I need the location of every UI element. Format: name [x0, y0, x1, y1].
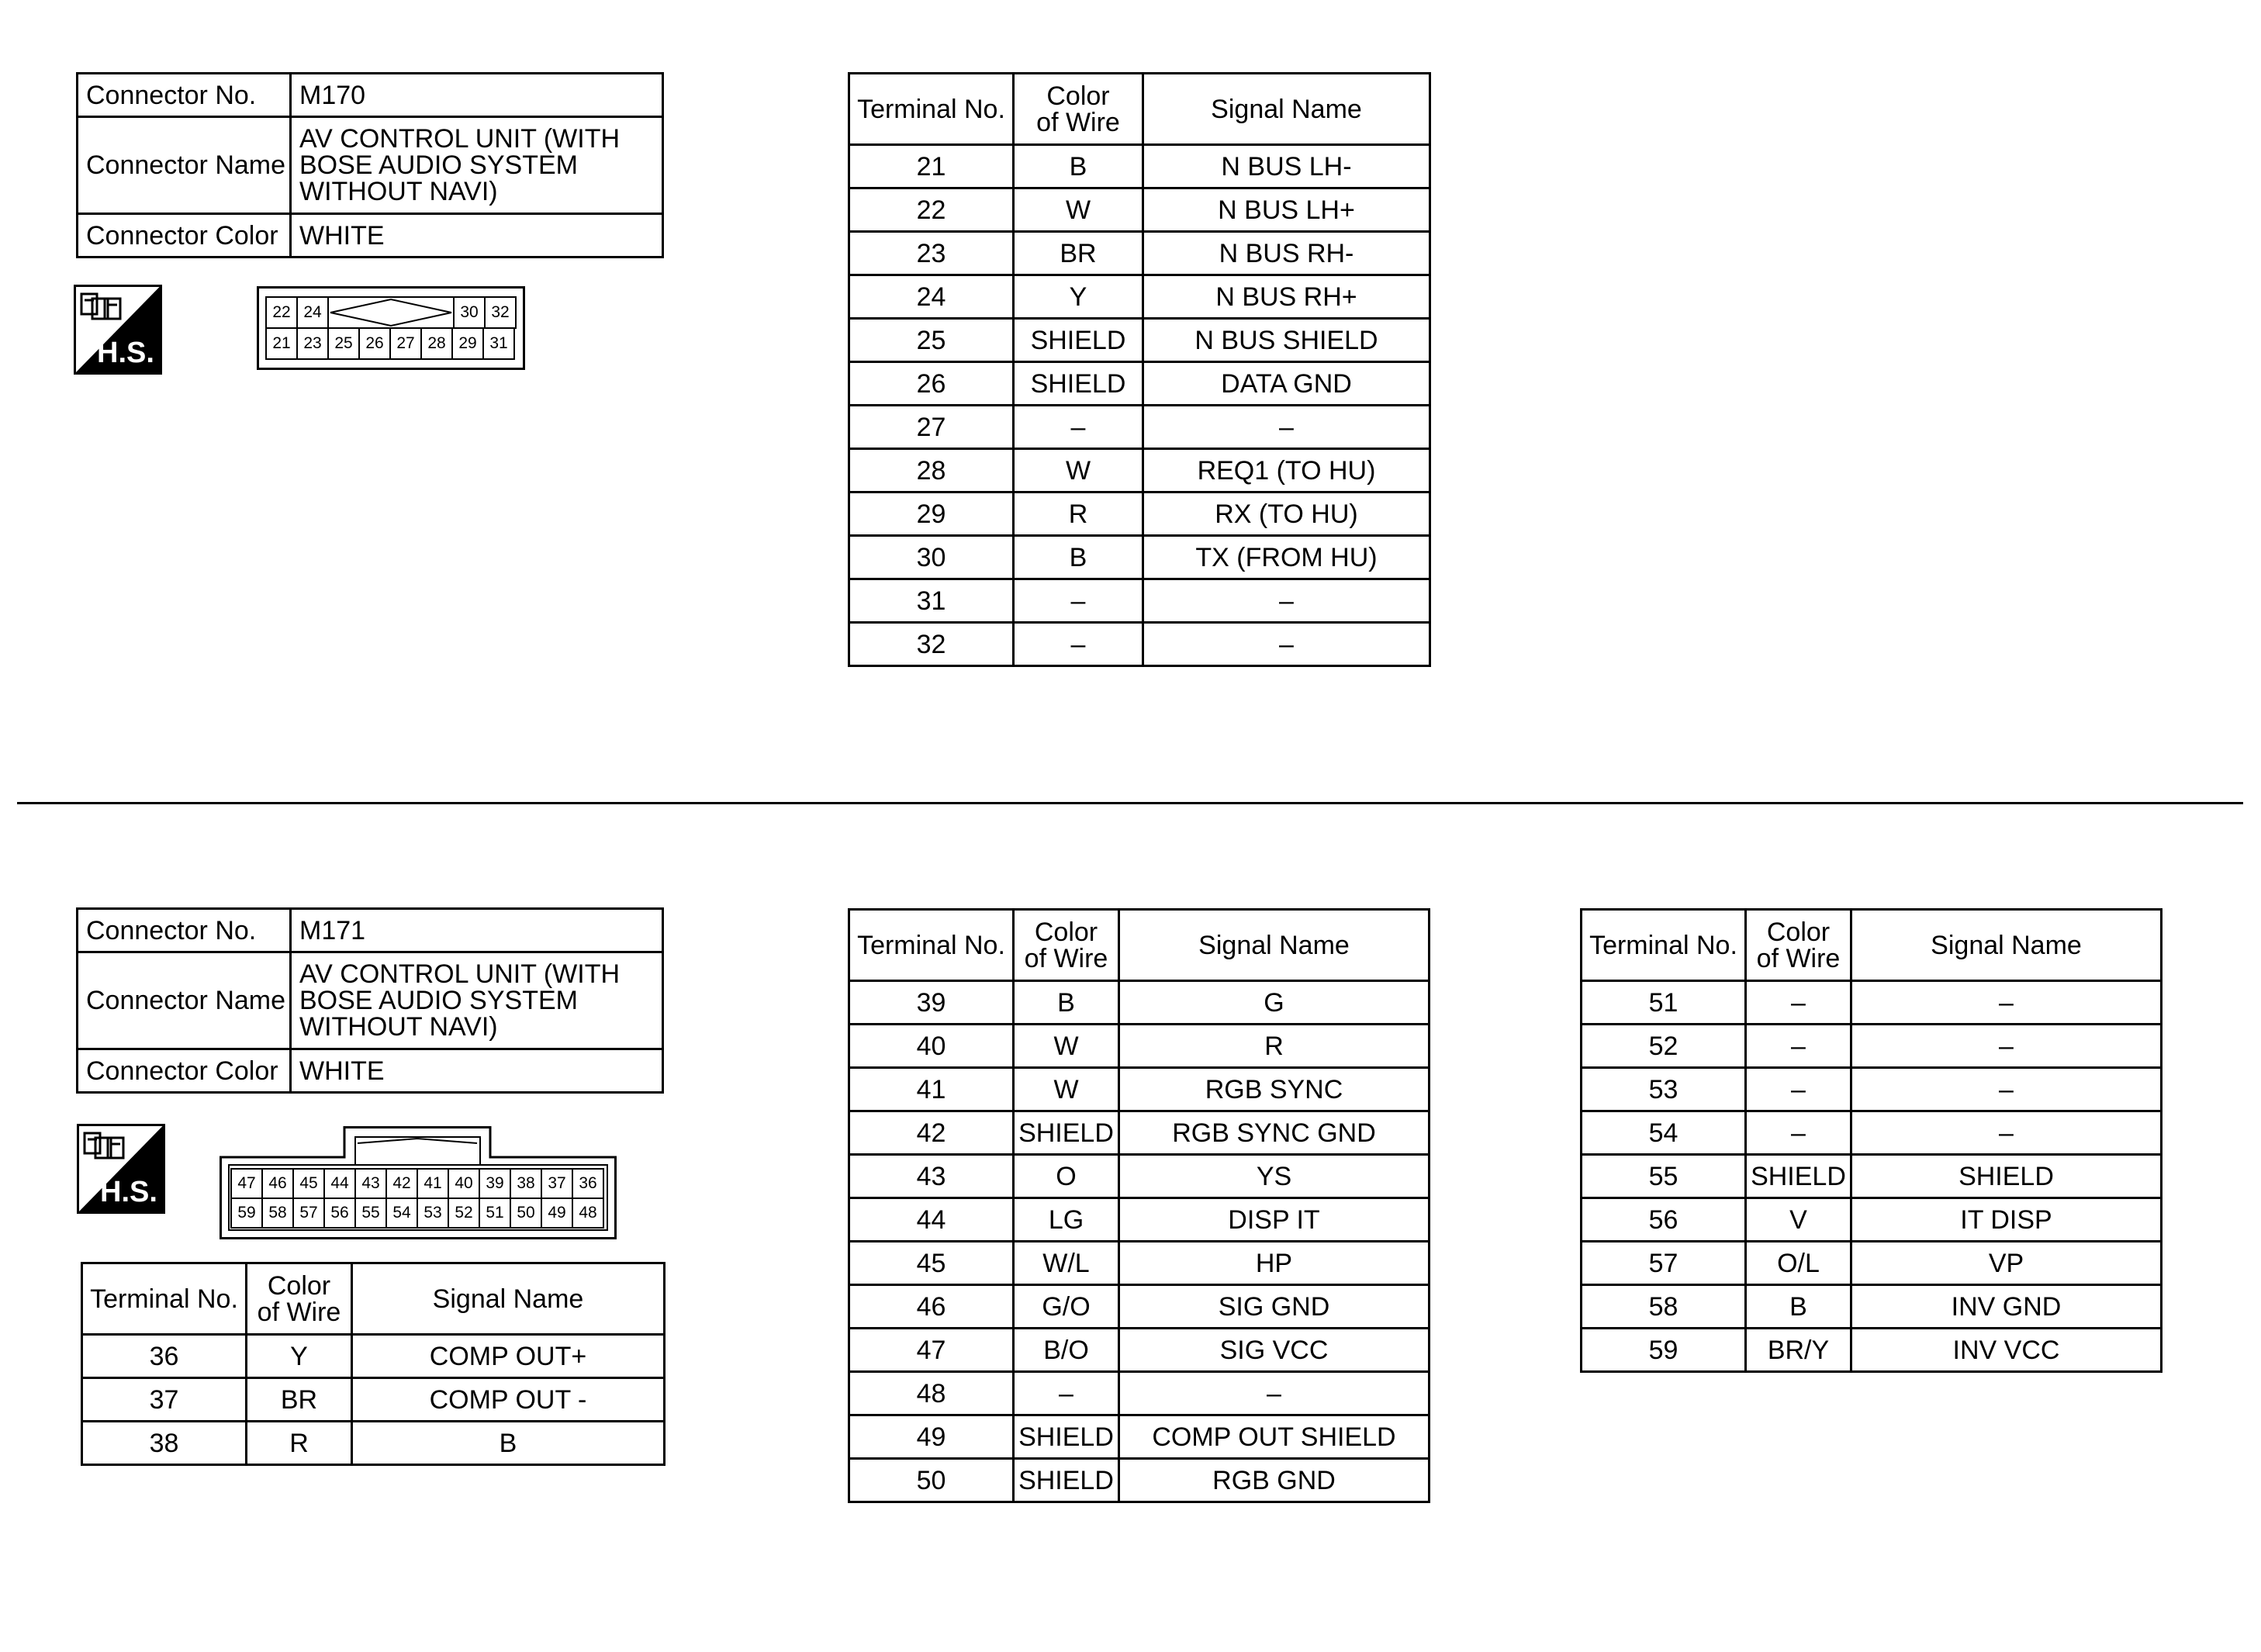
terminal-row: [849, 1155, 1430, 1198]
wire-color-cell: W/L: [1014, 1242, 1119, 1285]
terminal-row: [849, 188, 1430, 232]
pin-cell: 31: [482, 327, 515, 360]
signal-name-cell: REQ1 (TO HU): [1143, 449, 1430, 492]
m171-connector-info-table: [76, 907, 664, 1094]
terminal-row: [1582, 1198, 2162, 1242]
terminal-no-cell: 27: [849, 406, 1014, 449]
m171-terminal-table-b: [848, 908, 1430, 1503]
pin-cell: 38: [510, 1168, 542, 1199]
signal-name-cell: COMP OUT -: [352, 1378, 665, 1422]
terminal-row: [849, 362, 1430, 406]
terminal-row: [849, 319, 1430, 362]
pin-cell: 40: [448, 1168, 480, 1199]
pin-cell: 41: [417, 1168, 449, 1199]
signal-name-cell: B: [352, 1422, 665, 1465]
pin-cell: 58: [261, 1198, 294, 1229]
wire-color-cell: W: [1014, 1025, 1119, 1068]
terminal-no-cell: 48: [849, 1372, 1014, 1415]
pin-cell: 22: [265, 296, 298, 329]
pin-cell: 36: [572, 1168, 604, 1199]
terminal-row: [1582, 1025, 2162, 1068]
terminal-no-cell: 56: [1582, 1198, 1746, 1242]
color-of-wire-header: Color of Wire: [1014, 910, 1119, 981]
terminal-row: [849, 449, 1430, 492]
terminal-no-cell: 37: [82, 1378, 247, 1422]
m170-connector-face: [257, 286, 525, 370]
wire-color-cell: LG: [1014, 1198, 1119, 1242]
terminal-no-cell: 30: [849, 536, 1014, 579]
connector-no-value: M170: [291, 74, 663, 117]
pin-cell: 44: [323, 1168, 356, 1199]
terminal-no-cell: 43: [849, 1155, 1014, 1198]
terminal-no-cell: 44: [849, 1198, 1014, 1242]
signal-name-header: Signal Name: [1119, 910, 1430, 981]
wire-color-cell: –: [1746, 1025, 1851, 1068]
terminal-no-cell: 47: [849, 1329, 1014, 1372]
wire-color-cell: SHIELD: [1014, 319, 1143, 362]
terminal-row: [849, 536, 1430, 579]
signal-name-cell: –: [1851, 1111, 2162, 1155]
signal-name-cell: N BUS SHIELD: [1143, 319, 1430, 362]
terminal-row: [1582, 1242, 2162, 1285]
terminal-no-cell: 24: [849, 275, 1014, 319]
pin-cell: 56: [323, 1198, 356, 1229]
wire-color-cell: –: [1014, 1372, 1119, 1415]
terminal-no-header: Terminal No.: [849, 910, 1014, 981]
wire-color-cell: Y: [1014, 275, 1143, 319]
wire-color-cell: SHIELD: [1014, 1111, 1119, 1155]
wire-color-cell: B: [1014, 536, 1143, 579]
terminal-no-cell: 21: [849, 145, 1014, 188]
m170-connector-info-table: [76, 72, 664, 258]
terminal-no-cell: 49: [849, 1415, 1014, 1459]
terminal-no-cell: 28: [849, 449, 1014, 492]
pin-cell: 25: [327, 327, 360, 360]
pin-cell: 57: [292, 1198, 325, 1229]
wire-color-cell: Y: [247, 1335, 352, 1378]
connector-name-line: WITHOUT NAVI): [299, 177, 498, 206]
pin-cell: 29: [451, 327, 484, 360]
pin-cell: 42: [385, 1168, 418, 1199]
pin-cell: 59: [230, 1198, 263, 1229]
signal-name-cell: RX (TO HU): [1143, 492, 1430, 536]
signal-name-cell: SHIELD: [1851, 1155, 2162, 1198]
wire-color-cell: BR: [247, 1378, 352, 1422]
signal-name-cell: –: [1143, 406, 1430, 449]
wire-color-cell: O/L: [1746, 1242, 1851, 1285]
wire-color-cell: SHIELD: [1746, 1155, 1851, 1198]
terminal-row: [849, 1025, 1430, 1068]
terminal-no-cell: 50: [849, 1459, 1014, 1502]
signal-name-cell: TX (FROM HU): [1143, 536, 1430, 579]
connector-name-label: Connector Name: [78, 117, 291, 214]
terminal-row: [849, 1372, 1430, 1415]
terminal-row: [849, 1329, 1430, 1372]
signal-name-cell: RGB SYNC: [1119, 1068, 1430, 1111]
terminal-no-cell: 36: [82, 1335, 247, 1378]
terminal-no-cell: 55: [1582, 1155, 1746, 1198]
connector-name-line: AV CONTROL UNIT (WITH: [299, 124, 621, 154]
pin-cell: 47: [230, 1168, 263, 1199]
pin-cell: 27: [389, 327, 422, 360]
wire-color-cell: SHIELD: [1014, 362, 1143, 406]
terminal-row: [849, 1285, 1430, 1329]
terminal-row: [849, 579, 1430, 623]
m170-terminal-table: [848, 72, 1431, 667]
terminal-no-header: Terminal No.: [82, 1263, 247, 1335]
m171-pin-row-top: [232, 1168, 604, 1199]
signal-name-cell: COMP OUT SHIELD: [1119, 1415, 1430, 1459]
signal-name-cell: SIG VCC: [1119, 1329, 1430, 1372]
wire-color-cell: –: [1014, 579, 1143, 623]
terminal-row: [849, 1415, 1430, 1459]
terminal-row: [849, 406, 1430, 449]
m171-connector-face: [220, 1126, 617, 1239]
signal-name-cell: G: [1119, 981, 1430, 1025]
terminal-no-cell: 45: [849, 1242, 1014, 1285]
pin-cell: 32: [484, 296, 517, 329]
wire-color-cell: R: [1014, 492, 1143, 536]
terminal-no-cell: 39: [849, 981, 1014, 1025]
connector-no-value: M171: [291, 909, 663, 952]
connector-color-label: Connector Color: [78, 214, 291, 257]
wire-color-cell: V: [1746, 1198, 1851, 1242]
signal-name-cell: INV GND: [1851, 1285, 2162, 1329]
pin-cell: 53: [417, 1198, 449, 1229]
terminal-no-cell: 32: [849, 623, 1014, 666]
terminal-no-cell: 46: [849, 1285, 1014, 1329]
pin-cell: 23: [296, 327, 329, 360]
signal-name-cell: –: [1143, 579, 1430, 623]
signal-name-cell: –: [1851, 981, 2162, 1025]
terminal-no-cell: 52: [1582, 1025, 1746, 1068]
terminal-row: [82, 1335, 665, 1378]
pin-cell: 24: [296, 296, 329, 329]
terminal-row: [849, 981, 1430, 1025]
color-of-wire-header: Color of Wire: [247, 1263, 352, 1335]
terminal-row: [82, 1378, 665, 1422]
connector-no-label: Connector No.: [78, 74, 291, 117]
signal-name-cell: N BUS RH+: [1143, 275, 1430, 319]
terminal-row: [1582, 1329, 2162, 1372]
pin-cell: 46: [261, 1168, 294, 1199]
m171-pin-row-bottom: [232, 1198, 604, 1229]
hs-badge-text: H.S.: [97, 337, 154, 369]
pin-cell: 21: [265, 327, 298, 360]
pin-cell: 54: [385, 1198, 418, 1229]
pin-cell: 55: [354, 1198, 387, 1229]
terminal-row: [1582, 1111, 2162, 1155]
terminal-row: [849, 1111, 1430, 1155]
signal-name-cell: IT DISP: [1851, 1198, 2162, 1242]
signal-name-cell: –: [1851, 1068, 2162, 1111]
signal-name-cell: N BUS LH-: [1143, 145, 1430, 188]
section-divider: [17, 802, 2243, 804]
signal-name-header: Signal Name: [1851, 910, 2162, 981]
terminal-no-header: Terminal No.: [849, 74, 1014, 145]
terminal-no-cell: 26: [849, 362, 1014, 406]
wire-color-cell: O: [1014, 1155, 1119, 1198]
terminal-row: [849, 232, 1430, 275]
signal-name-cell: N BUS LH+: [1143, 188, 1430, 232]
pin-cell: 37: [541, 1168, 573, 1199]
connector-color-label: Connector Color: [78, 1049, 291, 1093]
wire-color-cell: BR: [1014, 232, 1143, 275]
signal-name-cell: –: [1851, 1025, 2162, 1068]
signal-name-cell: DISP IT: [1119, 1198, 1430, 1242]
pin-cell: 39: [479, 1168, 511, 1199]
pin-cell: 45: [292, 1168, 325, 1199]
terminal-row: [1582, 1068, 2162, 1111]
terminal-no-cell: 40: [849, 1025, 1014, 1068]
pin-cell: 28: [420, 327, 453, 360]
terminal-no-cell: 23: [849, 232, 1014, 275]
terminal-no-cell: 41: [849, 1068, 1014, 1111]
terminal-no-cell: 22: [849, 188, 1014, 232]
signal-name-cell: –: [1143, 623, 1430, 666]
hs-harness-side-icon: [74, 285, 162, 375]
color-of-wire-header: Color of Wire: [1014, 74, 1143, 145]
terminal-row: [1582, 1285, 2162, 1329]
signal-name-header: Signal Name: [352, 1263, 665, 1335]
wire-color-cell: B: [1746, 1285, 1851, 1329]
wire-color-cell: W: [1014, 188, 1143, 232]
m170-lock-key: [327, 296, 455, 329]
pin-cell: 30: [453, 296, 486, 329]
terminal-no-cell: 29: [849, 492, 1014, 536]
pin-cell: 51: [479, 1198, 511, 1229]
terminal-no-cell: 38: [82, 1422, 247, 1465]
m171-terminal-table-a: [81, 1262, 666, 1466]
signal-name-cell: YS: [1119, 1155, 1430, 1198]
color-of-wire-header: Color of Wire: [1746, 910, 1851, 981]
connector-name-line: BOSE AUDIO SYSTEM: [299, 986, 578, 1015]
pin-cell: 50: [510, 1198, 542, 1229]
m170-pin-row-top: [267, 296, 517, 329]
signal-name-cell: INV VCC: [1851, 1329, 2162, 1372]
wire-color-cell: W: [1014, 1068, 1119, 1111]
signal-name-cell: VP: [1851, 1242, 2162, 1285]
wire-color-cell: SHIELD: [1014, 1415, 1119, 1459]
signal-name-cell: N BUS RH-: [1143, 232, 1430, 275]
connector-name-line: WITHOUT NAVI): [299, 1012, 498, 1042]
pin-cell: 43: [354, 1168, 387, 1199]
terminal-no-cell: 51: [1582, 981, 1746, 1025]
connector-name-value: [291, 117, 663, 214]
connector-name-line: BOSE AUDIO SYSTEM: [299, 150, 578, 180]
wire-color-cell: W: [1014, 449, 1143, 492]
lock-diamond-icon: [329, 298, 453, 327]
connector-color-value: WHITE: [291, 214, 663, 257]
connector-color-value: WHITE: [291, 1049, 663, 1093]
pin-cell: 48: [572, 1198, 604, 1229]
terminal-no-cell: 59: [1582, 1329, 1746, 1372]
hs-badge-text: H.S.: [100, 1176, 157, 1208]
terminal-row: [849, 1242, 1430, 1285]
wire-color-cell: B/O: [1014, 1329, 1119, 1372]
signal-name-cell: –: [1119, 1372, 1430, 1415]
connector-name-line: AV CONTROL UNIT (WITH: [299, 959, 621, 989]
signal-name-cell: HP: [1119, 1242, 1430, 1285]
terminal-row: [849, 492, 1430, 536]
signal-name-cell: DATA GND: [1143, 362, 1430, 406]
terminal-no-cell: 25: [849, 319, 1014, 362]
signal-name-cell: R: [1119, 1025, 1430, 1068]
terminal-no-cell: 57: [1582, 1242, 1746, 1285]
terminal-no-cell: 53: [1582, 1068, 1746, 1111]
m170-pin-row-bottom: [267, 327, 515, 360]
pin-cell: 26: [358, 327, 391, 360]
signal-name-cell: COMP OUT+: [352, 1335, 665, 1378]
terminal-row: [849, 1198, 1430, 1242]
wire-color-cell: –: [1746, 1068, 1851, 1111]
wire-color-cell: G/O: [1014, 1285, 1119, 1329]
terminal-row: [849, 275, 1430, 319]
signal-name-cell: RGB SYNC GND: [1119, 1111, 1430, 1155]
wire-color-cell: –: [1746, 981, 1851, 1025]
terminal-row: [82, 1422, 665, 1465]
pin-cell: 49: [541, 1198, 573, 1229]
terminal-row: [1582, 1155, 2162, 1198]
signal-name-cell: SIG GND: [1119, 1285, 1430, 1329]
signal-name-cell: RGB GND: [1119, 1459, 1430, 1502]
wire-color-cell: BR/Y: [1746, 1329, 1851, 1372]
terminal-row: [849, 145, 1430, 188]
terminal-no-cell: 58: [1582, 1285, 1746, 1329]
wire-color-cell: R: [247, 1422, 352, 1465]
terminal-no-cell: 31: [849, 579, 1014, 623]
wire-color-cell: –: [1014, 406, 1143, 449]
hs-harness-side-icon: [77, 1124, 165, 1214]
terminal-no-header: Terminal No.: [1582, 910, 1746, 981]
wire-color-cell: B: [1014, 981, 1119, 1025]
m171-terminal-table-c: [1580, 908, 2162, 1373]
wire-color-cell: B: [1014, 145, 1143, 188]
terminal-no-cell: 42: [849, 1111, 1014, 1155]
signal-name-header: Signal Name: [1143, 74, 1430, 145]
connector-name-value: [291, 952, 663, 1049]
wire-color-cell: –: [1746, 1111, 1851, 1155]
terminal-row: [849, 1459, 1430, 1502]
connector-no-label: Connector No.: [78, 909, 291, 952]
terminal-row: [849, 1068, 1430, 1111]
pin-cell: 52: [448, 1198, 480, 1229]
wire-color-cell: SHIELD: [1014, 1459, 1119, 1502]
terminal-no-cell: 54: [1582, 1111, 1746, 1155]
connector-name-label: Connector Name: [78, 952, 291, 1049]
terminal-row: [1582, 981, 2162, 1025]
terminal-row: [849, 623, 1430, 666]
wire-color-cell: –: [1014, 623, 1143, 666]
